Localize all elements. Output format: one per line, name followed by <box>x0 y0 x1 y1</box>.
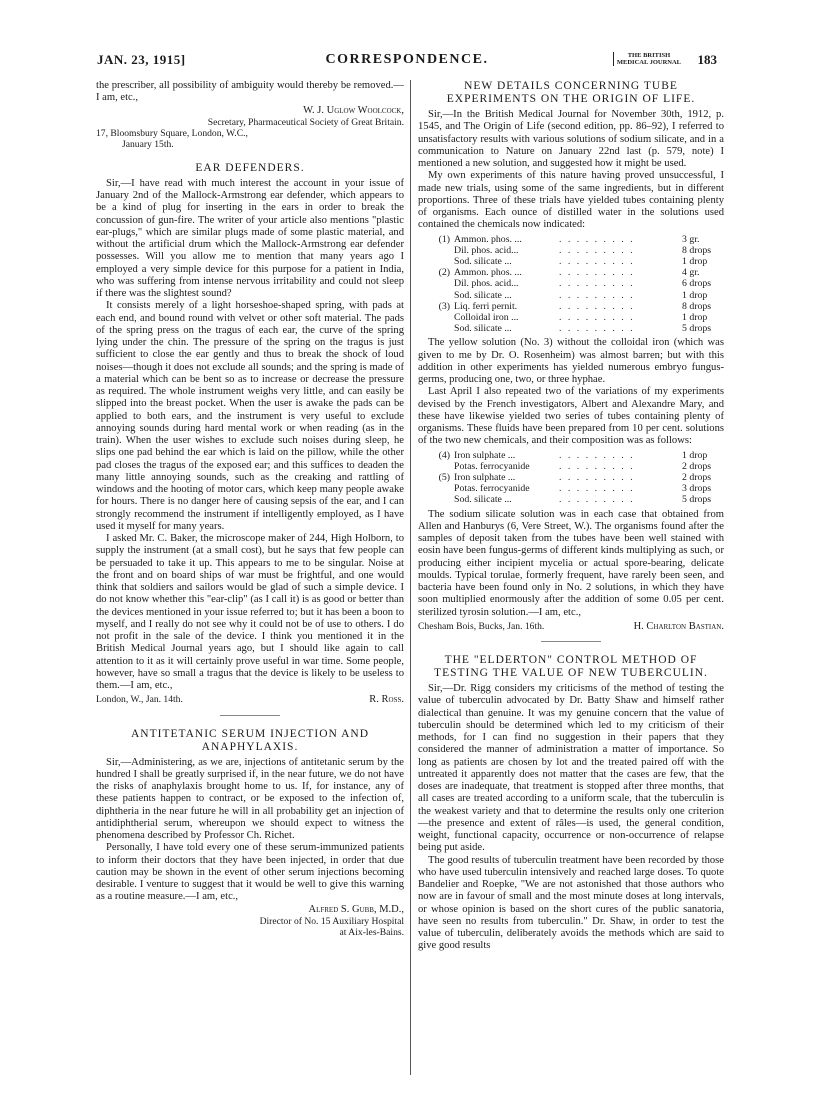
continued-letter-address: 17, Bloomsbury Square, London, W.C., <box>96 127 248 139</box>
divider <box>541 641 601 642</box>
elderton-paragraph-2: The good results of tuberculin treatment have been recorded by those who have used tuberculin intensively and reached large doses. To quote Bandelier and Roepke, "We are not astonished that those authors who now are in favour of small and the most minute doses at long intervals, or whose opinion is based on the short cures of the public sanatoria, have seen no results from tuberculin." Dr. Shaw, in order to test the value of tuberculin, deliberately avoids the methods which are said to give good results <box>418 854 724 952</box>
heading-elderton: THE "ELDERTON" CONTROL METHOD OF TESTING THE VALUE OF NEW TUBERCULIN. <box>434 654 708 680</box>
page-header <box>97 52 717 72</box>
left-column <box>96 80 404 938</box>
anti-title: Director of No. 15 Auxiliary Hospital <box>259 915 404 927</box>
continued-letter-signature: W. J. Uglow Woolcock, <box>303 104 404 116</box>
heading-antitetanic: ANTITETANIC SERUM INJECTION AND ANAPHYLAXIS. <box>130 727 370 753</box>
tube-paragraph-2: My own experiments of this nature having proved unsuccessful, I made new trials, using some of the same ingredients, but in different proportions. Three of these trials have yielded tubes containing plenty of organisms. Each ounce of distilled water in the solutions used contained the chemicals now indicated: <box>418 170 724 231</box>
section-title: CORRESPONDENCE. <box>325 52 489 67</box>
ear-paragraph-3: I asked Mr. C. Baker, the microscope maker of 244, High Holborn, to supply the instrument (at a small cost), but he says that few people can be persuaded to take it up. This appears to me to be singular. Noise at the front and on board ships of war must be frightful, and one would think that soldiers and sailors would be glad of such a simple device. I do not know whether this "ear-clip" (as I call it) is as good or better than the devices mentioned in your issue referred to; but it has been a boon to myself, and I really do not see why it could not be of use to others. I do not profit in the sale of the device. I think you mentioned it in the British Medical Journal years ago, but I should like again to call attention to it as it will certainly prove useful in war time. Some people, however, have so small a tragus that the device is likely to be useless to them.—I am, etc., <box>96 533 404 691</box>
tube-paragraph-5: The sodium silicate solution was in each case that obtained from Allen and Hanburys (6, Vere Street, W.). The organisms found after the samples of deposit taken from the tubes have been well stained with eosin have been fungus-germs of different kinds multiplying as such, or producing either incipient mycelia or actual spore-bearing, delicate moulds. Typical torulae, formerly frequent, have rarely been seen, and bacteria have been found only in No. 2 solutions, in which they have soon multiplied enormously after the addition of some 0.05 per cent. sterilized tyrosin solution.—I am, etc., <box>418 508 724 618</box>
page-number: 183 <box>697 52 717 67</box>
tube-paragraph-1: Sir,—In the British Medical Journal for November 30th, 1912, p. 1545, and The Origin of Life (second edition, pp. 86–92), I referred to unsatisfactory results with various solutions of sodium silicate, and in a communication to Nature on January 22nd last (p. 579, note) I mentioned a new solution, and suggested how it might be used. <box>418 109 724 169</box>
formula-3: (3) Liq. ferri pernit. . . . . . . . . . 8 drops Colloidal iron ... . . . . . . . . . 1 drop Sod. silicate ... . . . . . . . . . 5 drops <box>438 300 712 335</box>
right-column <box>418 80 724 953</box>
ear-signature: R. Ross. <box>369 694 404 706</box>
formula-table-1 <box>418 234 724 335</box>
ear-date: London, W., Jan. 14th. <box>96 694 183 706</box>
anti-title-2: at Aix-les-Bains. <box>339 926 404 938</box>
tube-signature: H. Charlton Bastian. <box>633 620 724 632</box>
anti-paragraph-1: Sir,—Administering, as we are, injections of antitetanic serum by the hundred I shall be greatly surprised if, in the near future, we do not have the risks of anaphylaxis brought home to us. If, for instance, any of these patients happen to contract, or be exposed to the infection of, diphtheria in the near future he will in all probability get an injection of antidiphtherial serum, whereupon we should expect to witness the phenomena described by Professor Ch. Richet. <box>96 756 404 841</box>
divider <box>220 715 280 716</box>
tube-date: Chesham Bois, Bucks, Jan. 16th. <box>418 620 545 632</box>
column-rule <box>410 80 411 1075</box>
heading-ear-defenders: EAR DEFENDERS. <box>195 161 305 174</box>
formula-5: (5) Iron sulphate ... . . . . . . . . . 2 drops Potas. ferrocyanide . . . . . . . . . 3 drops Sod. silicate ... . . . . . . . . . 5 drops <box>438 471 712 506</box>
ear-signoff <box>96 694 404 706</box>
continued-letter-date: January 15th. <box>122 138 174 150</box>
ear-paragraph-1: Sir,—I have read with much interest the account in your issue of January 2nd of the Mallock-Armstrong ear defender, which appears to be a kind of plug for inserting in the ears in order to break the concussion of gun-fire. The writer of your article also mentions "plastic ear-plugs," which are similar plugs made of some plastic material, and without the artificial drum which the Mallock-Armstrong ear defender possesses. Will you allow me to mention that many years ago I employed a very simple device for this purpose for a patient in India, who was suffering from intense nervous irritability and could not sleep if there was the slightest sound? <box>96 177 404 299</box>
anti-paragraph-2: Personally, I have told every one of these serum-immunized patients to inform their doctors that they have been injected, in order that due caution may be shown in the event of other serum injections becoming desirable. I venture to suggest that it would be well to give this warning as a routine measure.—I am, etc., <box>96 842 404 903</box>
formula-4: (4) Iron sulphate ... . . . . . . . . . 1 drop Potas. ferrocyanide . . . . . . . . . 2 drops <box>438 449 712 472</box>
heading-tube-experiments: NEW DETAILS CONCERNING TUBE EXPERIMENTS ON THE ORIGIN OF LIFE. <box>446 80 696 105</box>
continued-letter-title: Secretary, Pharmaceutical Society of Great Britain. <box>207 116 404 128</box>
formula-table-2 <box>418 450 724 506</box>
ear-paragraph-2: It consists merely of a light horseshoe-shaped spring, with pads at each end, and bound round with velvet or other soft material. The pads of the spring press on the tragus of each ear, the curve of the spring lying under the chin. The pressure of the spring on the tragus is just sufficient to close the ear gently and thus to break the shock of loud noises—though it does not exclude all sounds; and the spring is made of a material which can be bent so as to increase or decrease the pressure as required. The whole instrument weighs very little, and can easily be slipped into the breast pocket. When the user is awake the pads can be applied to both ears, and the instrument is very useful to exclude annoying sounds during hard mental work or when reading (as in the train). When the user wishes to exclude such noises during sleep, he slips one pad behind the ear which is laid on the pillow, while the other pad closes the tragus of the exposed ear; and this suffices to deaden the many little annoying sounds, such as the creaking and rattling of windows and the hooting of motor cars, which keep many people awake for hours. There is no danger here of causing sepsis of the ear, and I can strongly recommend the instrument if intelligently employed, as I have used it myself for many years. <box>96 300 404 532</box>
anti-signature: Alfred S. Gubb, M.D., <box>308 903 404 915</box>
formula-1: (1) Ammon. phos. ... . . . . . . . . . 3 gr. Dil. phos. acid... . . . . . . . . . 8 drops Sod. silicate ... . . . . . . . . . 1 drop <box>438 233 712 267</box>
journal-name: THE BRITISH MEDICAL JOURNAL <box>613 52 681 66</box>
issue-date: JAN. 23, 1915] <box>97 52 186 67</box>
elderton-paragraph-1: Sir,—Dr. Rigg considers my criticisms of the method of testing the value of tuberculin advocated by Dr. Batty Shaw and himself rather dialectical than genuine. It was my genuine concern that the value of tuberculin should be determined which led to my criticism of their methods, for I can find no suggestion in their papers that they considered the manner of administration a matter of importance. So long as patients are chosen by lot and the treated paired off with the untreated it apparently does not matter that the cases are few, that the doses are inadequate, that treatment is stopped after three months, that all cases are treated according to a uniform scale, that the tuberculin is the weakest variety and that to determine the results only one criterion—the presence and extent of râles—is used, the general condition, weight, functional capacity, occurrence or non-occurrence of relapse being put aside. <box>418 683 724 854</box>
tube-paragraph-4: Last April I also repeated two of the variations of my experiments devised by the French investigators, Albert and Alexandre Mary, and these have likewise yielded two series of tubes containing plenty of organisms. These fluids have been prepared from 10 per cent. solutions of the two new chemicals, and their composition was as follows: <box>418 386 724 447</box>
tube-paragraph-3: The yellow solution (No. 3) without the colloidal iron (which was given to me by Dr. O. Rosenheim) was almost barren; but with this addition in other experiments has yielded numerous embryo fungus-germs, producing one, two, or three hyphae. <box>418 337 724 386</box>
continued-letter-text: the prescriber, all possibility of ambiguity would thereby be removed.—I am, etc., <box>96 80 404 104</box>
formula-2: (2) Ammon. phos. ... . . . . . . . . . 4 gr. Dil. phos. acid... . . . . . . . . . 6 drops Sod. silicate ... . . . . . . . . . 1 drop <box>438 267 712 301</box>
tube-signoff <box>418 621 724 633</box>
